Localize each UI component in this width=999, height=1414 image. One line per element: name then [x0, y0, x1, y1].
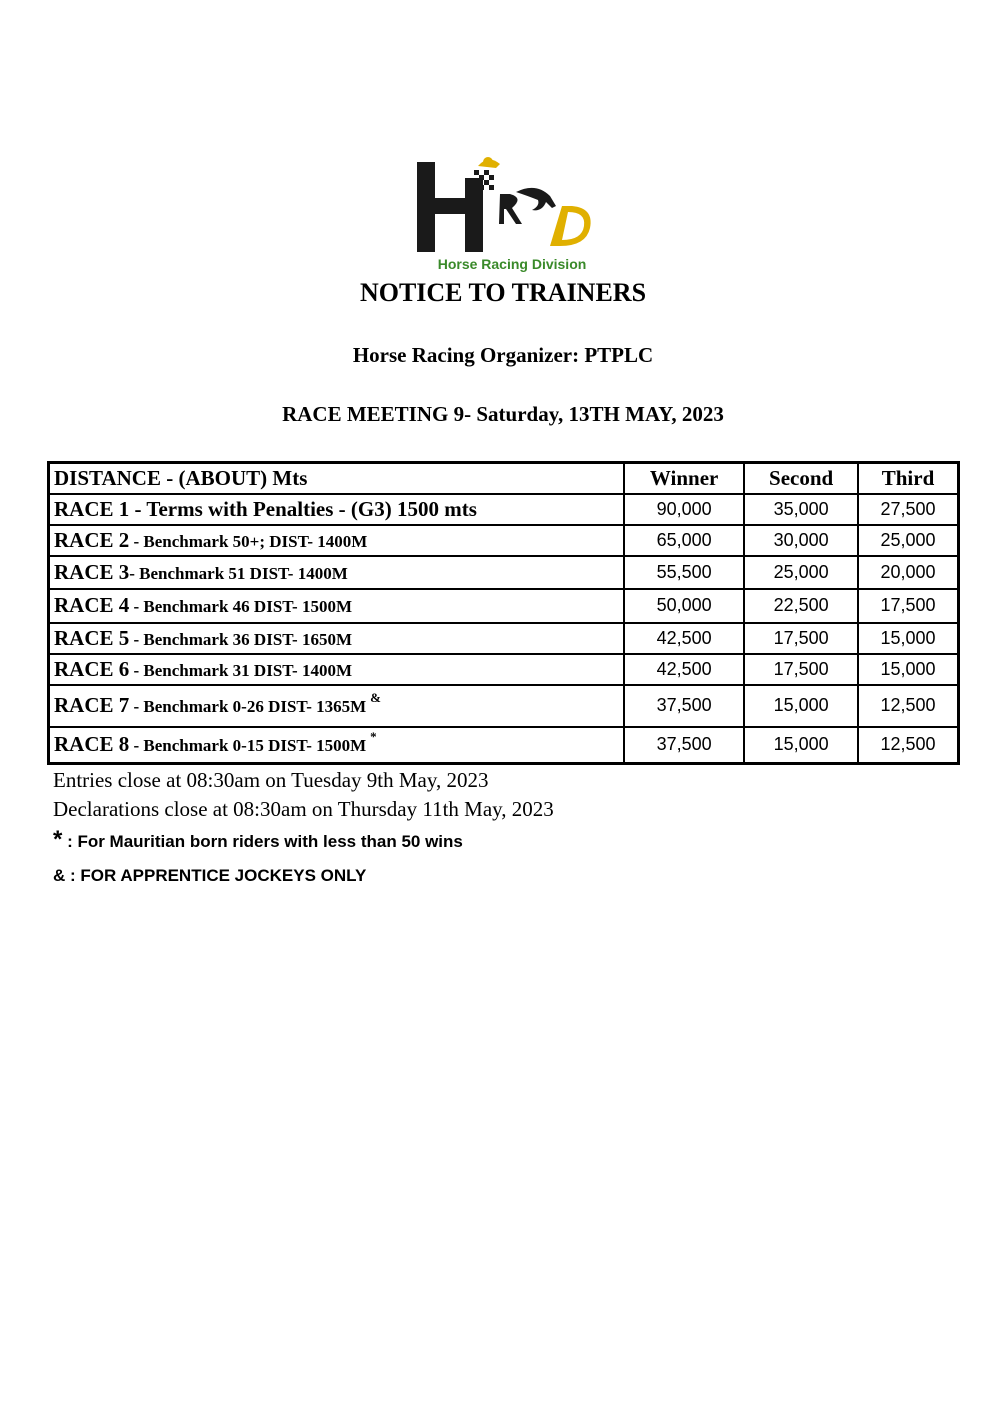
- winner-prize: 42,500: [624, 623, 744, 654]
- amp-footnote: & : FOR APPRENTICE JOCKEYS ONLY: [53, 866, 367, 885]
- race-table: [47, 461, 960, 765]
- winner-prize: 55,500: [624, 556, 744, 589]
- logo-caption: Horse Racing Division: [437, 256, 587, 272]
- third-prize: 15,000: [858, 623, 959, 654]
- second-prize: 25,000: [744, 556, 858, 589]
- second-prize: 22,500: [744, 589, 858, 623]
- header-second: Second: [744, 463, 858, 494]
- table-row: [49, 494, 959, 525]
- third-prize: 27,500: [858, 494, 959, 525]
- race-description: [49, 727, 625, 764]
- header-third: Third: [858, 463, 959, 494]
- second-prize: 17,500: [744, 623, 858, 654]
- race-name: RACE 6: [54, 656, 130, 681]
- star-footnote-text: : For Mauritian born riders with less than 50 wins: [62, 832, 463, 851]
- organizer-line: Horse Racing Organizer: PTPLC: [352, 343, 654, 367]
- third-prize: 17,500: [858, 589, 959, 623]
- race-description: [49, 556, 625, 589]
- race-detail: - Benchmark 36 DIST- 1650M: [129, 629, 353, 649]
- race-footnote-mark: &: [370, 689, 382, 705]
- declarations-note: Declarations close at 08:30am on Thursday 11th May, 2023: [53, 797, 554, 821]
- race-name: RACE 5: [54, 625, 130, 650]
- third-prize: 20,000: [858, 556, 959, 589]
- table-row: [49, 556, 959, 589]
- entries-note: Entries close at 08:30am on Tuesday 9th May, 2023: [53, 768, 489, 792]
- race-name: RACE 3: [54, 559, 130, 584]
- winner-prize: 42,500: [624, 654, 744, 685]
- second-prize: 17,500: [744, 654, 858, 685]
- race-description: [49, 494, 625, 525]
- table-row: [49, 525, 959, 556]
- race-detail: - Benchmark 51 DIST- 1400M: [129, 563, 348, 583]
- second-prize: 35,000: [744, 494, 858, 525]
- star-symbol: *: [53, 826, 63, 853]
- winner-prize: 90,000: [624, 494, 744, 525]
- race-detail: - Benchmark 0-26 DIST- 1365M: [129, 697, 367, 716]
- race-footnote-mark: *: [370, 728, 377, 744]
- table-header-row: [49, 463, 959, 494]
- winner-prize: 37,500: [624, 685, 744, 727]
- table-row: [49, 685, 959, 727]
- table-row: [49, 623, 959, 654]
- winner-prize: 50,000: [624, 589, 744, 623]
- race-description: [49, 589, 625, 623]
- race-description: [49, 623, 625, 654]
- race-detail: - Benchmark 50+; DIST- 1400M: [129, 531, 368, 551]
- second-prize: 15,000: [744, 727, 858, 764]
- third-prize: 12,500: [858, 727, 959, 764]
- winner-prize: 37,500: [624, 727, 744, 764]
- race-name: RACE 4: [54, 593, 130, 617]
- hrd-logo: [412, 154, 612, 276]
- race-description: [49, 685, 625, 727]
- third-prize: 15,000: [858, 654, 959, 685]
- race-detail: - Benchmark 0-15 DIST- 1500M: [129, 736, 367, 756]
- page-title: NOTICE TO TRAINERS: [359, 278, 647, 307]
- race-name: RACE 7: [54, 693, 130, 717]
- race-meeting-line: RACE MEETING 9- Saturday, 13TH MAY, 2023: [282, 402, 724, 426]
- third-prize: 25,000: [858, 525, 959, 556]
- race-detail: - Benchmark 31 DIST- 1400M: [129, 660, 353, 680]
- second-prize: 15,000: [744, 685, 858, 727]
- race-description: [49, 525, 625, 556]
- table-row: [49, 589, 959, 623]
- table-row: [49, 654, 959, 685]
- second-prize: 30,000: [744, 525, 858, 556]
- winner-prize: 65,000: [624, 525, 744, 556]
- header-distance: DISTANCE - (ABOUT) Mts: [49, 463, 625, 494]
- third-prize: 12,500: [858, 685, 959, 727]
- notes-section: [53, 766, 554, 886]
- race-name: RACE 2: [54, 527, 130, 552]
- table-row: [49, 727, 959, 764]
- race-name: RACE 1: [54, 496, 130, 521]
- race-detail: - Benchmark 46 DIST- 1500M: [129, 597, 353, 616]
- star-footnote: [53, 826, 554, 854]
- race-detail: - Terms with Penalties - (G3) 1500 mts: [129, 496, 477, 521]
- header-winner: Winner: [624, 463, 744, 494]
- race-description: [49, 654, 625, 685]
- race-name: RACE 8: [54, 732, 130, 757]
- hrd-horse-jockey-logo-icon: [412, 154, 612, 258]
